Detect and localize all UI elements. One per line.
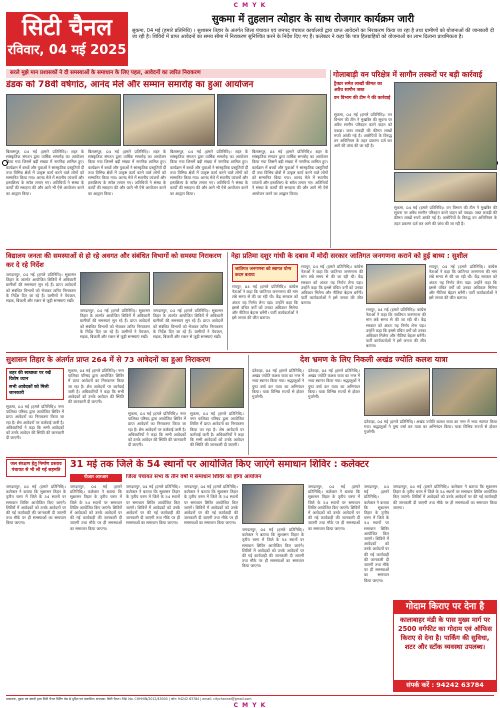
story3-text-col1: जगदलपुर, 04 मई (हमारे प्रतिनिधि)। सुशासन तिहार के अंतर्गत आयोजित शिविरों में अधिकारी ग्रामीणों की समस्याएं सुन रहे हैं। प्राप्त आवेदनों को संबंधित विभागों को भेजकर त्वरित निराकरण के निर्देश दिए जा रहे हैं। ग्रामीणों ने पेयजल, सड़क, बिजली और राशन से जुड़ी समस्याएं रखीं। xyxy=(6,272,76,304)
story1-text-col4: बिलासपुर, 04 मई (हमारे प्रतिनिधि)। शहर के सांस्कृतिक संगठन द्वारा वार्षिक समारोह का आयोजन किया गया जिसमें बड़ी संख्या में नागरिक शामिल हुए। कार्यक्रम में बच्चों और युवाओं ने सांस्कृतिक प्रस्तुतियाँ दीं तथा विभिन्न क्षेत्रों में उत्कृष्ट कार्य करने वाले लोगों को सम्मानित किया गया। आनंद मेले में स्थानीय व्यंजनों और हस्तशिल्प के स्टॉल लगाए गए। अतिथियों ने संस्था के कार्यों की सराहना की और आगे भी ऐसे आयोजन करने का आह्वान किया। xyxy=(252,149,328,196)
story5-text-col3: सुकमा, 04 मई (हमारे प्रतिनिधि)। नगर पालिका परिषद द्वारा आयोजित शिविर में प्राप्त आवेदनों का निराकरण किया जा रहा है। शेष आवेदनों पर कार्रवाई जारी है। अधिकारियों ने कहा कि सभी आवेदकों को उनके आवेदन की स्थिति की जानकारी दी जाएगी। xyxy=(128,411,186,448)
story7-text-col5: जगदलपुर, 04 मई (हमारे प्रतिनिधि)। कलेक्टर ने बताया कि सुशासन तिहार के तृतीय चरण में जिले के 54 स्थानों पर समाधान शिविर आयोजित किए जाएंगे। शिविरों में आवेदकों को उनके आवेदनों पर की गई कार्यवाही की जानकारी दी जाएगी तथा मौके पर ही समस्याओं का समाधान किया जाएगा। xyxy=(308,484,360,531)
story5-headline: सुशासन तिहार के अंतर्गत प्राप्त 264 में से 73 आवेदनों का हुआ निराकरण xyxy=(6,355,211,364)
section-rule-3 xyxy=(6,457,497,458)
story1-headline: डंडक को 78वीं वर्षगांठ, आनंद मेले और सम्मान समारोह का हुआ आयोजन xyxy=(6,80,254,90)
story6-text-col3: दंतेवाड़ा, 04 मई (हमारे प्रतिनिधि)। अखंड ज्योति कलश यात्रा का नगर में भव्य स्वागत किया गया। श्रद्धालुओं ने पुष्प वर्षा कर यात्रा का अभिनंदन किया। यात्रा विभिन्न राज्यों से होकर गुजरेगी। xyxy=(364,419,497,435)
story1-text-col3: बिलासपुर, 04 मई (हमारे प्रतिनिधि)। शहर के सांस्कृतिक संगठन द्वारा वार्षिक समारोह का आयोजन किया गया जिसमें बड़ी संख्या में नागरिक शामिल हुए। कार्यक्रम में बच्चों और युवाओं ने सांस्कृतिक प्रस्तुतियाँ दीं तथा विभिन्न क्षेत्रों में उत्कृष्ट कार्य करने वाले लोगों को सम्मानित किया गया। आनंद मेले में स्थानीय व्यंजनों और हस्तशिल्प के स्टॉल लगाए गए। अतिथियों ने संस्था के कार्यों की सराहना की और आगे भी ऐसे आयोजन करने का आह्वान किया। xyxy=(170,149,248,196)
divider xyxy=(330,70,331,248)
masthead xyxy=(6,12,128,66)
story4-text-col2: रायपुर, 04 मई (हमारे प्रतिनिधि)। कांग्रेस नेताओं ने कहा कि जातिगत जनगणना की मांग लंबे समय से की जा रही थी। केंद्र सरकार को अंततः यह निर्णय लेना पड़ा। उन्होंने कहा कि इससे वंचित वर्गों को उनका अधिकार मिलेगा और नीतियां बेहतर बनेंगी। पार्टी कार्यकर्ताओं ने इसे जनता की जीत बताया। xyxy=(301,264,363,306)
story5-text-col1: सुकमा, 04 मई (हमारे प्रतिनिधि)। नगर पालिका परिषद द्वारा आयोजित शिविर में प्राप्त आवेदनों का निराकरण किया जा रहा है। शेष आवेदनों पर कार्रवाई जारी है। अधिकारियों ने कहा कि सभी आवेदकों को उनके आवेदन की स्थिति की जानकारी दी जाएगी। xyxy=(6,404,64,441)
story7-badge: पीआर आरआर xyxy=(70,474,122,482)
story2-bullet-1: ट्रैक्टर समेत लाखों कीमत का अवैध सागौन जब्त xyxy=(334,82,382,93)
story7-photo xyxy=(242,484,304,524)
section-rule-2 xyxy=(6,352,497,353)
story7-side-head: जल संरक्षण हेतु निर्माण प्रस्ताव पंचायत से भी ली गई सहमति xyxy=(6,459,66,477)
story7-text-col6: जगदलपुर, 04 मई (हमारे प्रतिनिधि)। कलेक्टर ने बताया कि सुशासन तिहार के तृतीय चरण में जिले के 54 स्थानों पर समाधान शिविर आयोजित किए जाएंगे। शिविरों में आवेदकों को उनके आवेदनों पर की गई कार्यवाही की जानकारी दी जाएगी तथा मौके पर ही समस्याओं का समाधान किया जाएगा। xyxy=(364,484,389,583)
ad-contact: संपर्क करें : 94242 63784 xyxy=(394,680,496,691)
story1-photo-2 xyxy=(123,94,215,146)
cmyk-strip-top: C M Y K xyxy=(233,2,267,9)
imprint-footer: प्रकाशक, मुद्रक एवं स्वामी द्वारा सिटी चैनल प्रिंटिंग प्रेस से मुद्रित एवं प्रकाशित। संपादक: सिटी चैनल। RNI No. CHHHIN/2012/45000 | फोन: 94242 63784 | email: citychannel@gmail.com xyxy=(6,695,494,701)
godown-rent-ad xyxy=(393,600,497,692)
masthead-date: रविवार, 04 मई 2025 xyxy=(7,43,127,58)
story3-photo-2 xyxy=(153,272,223,305)
story5-text-col4: सुकमा, 04 मई (हमारे प्रतिनिधि)। नगर पालिका परिषद द्वारा आयोजित शिविर में प्राप्त आवेदनों का निराकरण किया जा रहा है। शेष आवेदनों पर कार्रवाई जारी है। अधिकारियों ने कहा कि सभी आवेदकों को उनके आवेदन की स्थिति की जानकारी दी जाएगी। xyxy=(190,411,244,448)
story3-text-col2: जगदलपुर, 04 मई (हमारे प्रतिनिधि)। सुशासन तिहार के अंतर्गत आयोजित शिविरों में अधिकारी ग्रामीणों की समस्याएं सुन रहे हैं। प्राप्त आवेदनों को संबंधित विभागों को भेजकर त्वरित निराकरण के निर्देश दिए जा रहे हैं। ग्रामीणों ने पेयजल, सड़क, बिजली और राशन से जुड़ी समस्याएं रखीं। xyxy=(80,308,150,340)
story5-text-col2: सुकमा, 04 मई (हमारे प्रतिनिधि)। नगर पालिका परिषद द्वारा आयोजित शिविर में प्राप्त आवेदनों का निराकरण किया जा रहा है। शेष आवेदनों पर कार्रवाई जारी है। अधिकारियों ने कहा कि सभी आवेदकों को उनके आवेदन की स्थिति की जानकारी दी जाएगी। xyxy=(68,368,124,405)
story4-headline: नेहा प्रतिमा दशुर गांधी के दबाव में मोदी सरकार जातिगत जनगणना कराने को हुई बाध्य : सुशील xyxy=(231,252,468,260)
story6-photo-1 xyxy=(364,368,430,416)
story7-text-col4: जगदलपुर, 04 मई (हमारे प्रतिनिधि)। कलेक्टर ने बताया कि सुशासन तिहार के तृतीय चरण में जिले के 54 स्थानों पर समाधान शिविर आयोजित किए जाएंगे। शिविरों में आवेदकों को उनके आवेदनों पर की गई कार्यवाही की जानकारी दी जाएगी तथा मौके पर ही समस्याओं का समाधान किया जाएगा। xyxy=(242,527,304,569)
section-rule-1 xyxy=(6,249,497,250)
lead-headline: सुकमा में तुहलान त्योहार के साथ रोजगार कार्यक्रम जारी xyxy=(211,14,415,25)
story1-text-col2: बिलासपुर, 04 मई (हमारे प्रतिनिधि)। शहर के सांस्कृतिक संगठन द्वारा वार्षिक समारोह का आयोजन किया गया जिसमें बड़ी संख्या में नागरिक शामिल हुए। कार्यक्रम में बच्चों और युवाओं ने सांस्कृतिक प्रस्तुतियाँ दीं तथा विभिन्न क्षेत्रों में उत्कृष्ट कार्य करने वाले लोगों को सम्मानित किया गया। आनंद मेले में स्थानीय व्यंजनों और हस्तशिल्प के स्टॉल लगाए गए। अतिथियों ने संस्था के कार्यों की सराहना की और आगे भी ऐसे आयोजन करने का आह्वान किया। xyxy=(88,149,166,196)
story3-text-col3: जगदलपुर, 04 मई (हमारे प्रतिनिधि)। सुशासन तिहार के अंतर्गत आयोजित शिविरों में अधिकारी ग्रामीणों की समस्याएं सुन रहे हैं। प्राप्त आवेदनों को संबंधित विभागों को भेजकर त्वरित निराकरण के निर्देश दिए जा रहे हैं। ग्रामीणों ने पेयजल, सड़क, बिजली और राशन से जुड़ी समस्याएं रखीं। xyxy=(153,308,223,340)
story3-headline: विद्यालय जनता की समस्याओं से हो रहे अवगत और संबंधित विभागों को समस्या निराकरण कर दे रहे निर्देश xyxy=(6,252,222,269)
story2-headline: गोलाबाड़ी वन परिक्षेत्र में सागौन तस्करों पर बड़ी कार्रवाई xyxy=(333,70,483,79)
masthead-title: सिटी चैनल xyxy=(21,14,113,41)
story5-photo-2 xyxy=(190,368,244,408)
story2-bullets xyxy=(334,82,392,102)
story4-text-col1: रायपुर, 04 मई (हमारे प्रतिनिधि)। कांग्रेस नेताओं ने कहा कि जातिगत जनगणना की मांग लंबे समय से की जा रही थी। केंद्र सरकार को अंततः यह निर्णय लेना पड़ा। उन्होंने कहा कि इससे वंचित वर्गों को उनका अधिकार मिलेगा और नीतियां बेहतर बनेंगी। पार्टी कार्यकर्ताओं ने इसे जनता की जीत बताया। xyxy=(232,284,298,321)
story1-photo-1 xyxy=(6,94,121,146)
divider xyxy=(248,355,249,455)
story4-photo xyxy=(366,264,426,304)
ad-text: कालाबाहर मंडी के पास मुख्य मार्ग पर 2500 वर्गफीट का गोदाम एवं ऑफिस किराए से देना है। पार्किंग की सुविधा, शटर और स्टॉक व्यवस्था उपलब्ध। xyxy=(398,616,492,651)
story5-bullet-2: सभी आवेदकों को मिली जानकारी xyxy=(9,385,49,396)
story2-photo-1 xyxy=(394,82,497,170)
story6-text-col1: दंतेवाड़ा, 04 मई (हमारे प्रतिनिधि)। अखंड ज्योति कलश यात्रा का नगर में भव्य स्वागत किया गया। श्रद्धालुओं ने पुष्प वर्षा कर यात्रा का अभिनंदन किया। यात्रा विभिन्न राज्यों से होकर गुजरेगी। xyxy=(252,368,304,400)
story4-text-col3: रायपुर, 04 मई (हमारे प्रतिनिधि)। कांग्रेस नेताओं ने कहा कि जातिगत जनगणना की मांग लंबे समय से की जा रही थी। केंद्र सरकार को अंततः यह निर्णय लेना पड़ा। उन्होंने कहा कि इससे वंचित वर्गों को उनका अधिकार मिलेगा और नीतियां बेहतर बनेंगी। पार्टी कार्यकर्ताओं ने इसे जनता की जीत बताया। xyxy=(366,307,426,349)
story4-badge: जातिगत जनगणना को स्वागत योग्य कदम बताया xyxy=(232,264,298,282)
story5-photo-1 xyxy=(128,368,186,408)
story1-text-col1: बिलासपुर, 04 मई (हमारे प्रतिनिधि)। शहर के सांस्कृतिक संगठन द्वारा वार्षिक समारोह का आयोजन किया गया जिसमें बड़ी संख्या में नागरिक शामिल हुए। कार्यक्रम में बच्चों और युवाओं ने सांस्कृतिक प्रस्तुतियाँ दीं तथा विभिन्न क्षेत्रों में उत्कृष्ट कार्य करने वाले लोगों को सम्मानित किया गया। आनंद मेले में स्थानीय व्यंजनों और हस्तशिल्प के स्टॉल लगाए गए। अतिथियों ने संस्था के कार्यों की सराहना की और आगे भी ऐसे आयोजन करने का आह्वान किया। xyxy=(6,149,84,196)
lead-text: सुकमा, 04 मई (हमारे प्रतिनिधि) । सुशासन तिहार के अंतर्गत जिला पंचायत एवं जनपद पंचायत कार्यालयों द्वारा प्राप्त आवेदनों का निराकरण किया जा रहा है तथा ग्रामीणों को योजनाओं की जानकारी दी जा रही है। शिविरों में प्राप्त आवेदनों का समय सीमा में निराकरण सुनिश्चित करने के निर्देश दिए गए हैं। कलेक्टर ने कहा कि पात्र हितग्राहियों को योजनाओं का लाभ दिलाना प्राथमिकता है। xyxy=(132,28,494,40)
story5-bullets xyxy=(6,368,64,400)
story7-text-col2: जगदलपुर, 04 मई (हमारे प्रतिनिधि)। कलेक्टर ने बताया कि सुशासन तिहार के तृतीय चरण में जिले के 54 स्थानों पर समाधान शिविर आयोजित किए जाएंगे। शिविरों में आवेदकों को उनके आवेदनों पर की गई कार्यवाही की जानकारी दी जाएगी तथा मौके पर ही समस्याओं का समाधान किया जाएगा। xyxy=(126,484,180,526)
divider xyxy=(227,252,228,350)
story7-headline: 31 मई तक जिले के 54 स्थानों पर आयोजित किए जाएंगे समाधान शिविर : कलेक्टर xyxy=(70,459,369,470)
story7-text-col7: जगदलपुर, 04 मई (हमारे प्रतिनिधि)। कलेक्टर ने बताया कि सुशासन तिहार के तृतीय चरण में जिले के 54 स्थानों पर समाधान शिविर आयोजित किए जाएंगे। शिविरों में आवेदकों को उनके आवेदनों पर की गई कार्यवाही की जानकारी दी जाएगी तथा मौके पर ही समस्याओं का समाधान किया जाएगा। xyxy=(393,484,497,510)
story3-photo-1 xyxy=(80,272,150,305)
story6-text-col2: दंतेवाड़ा, 04 मई (हमारे प्रतिनिधि)। अखंड ज्योति कलश यात्रा का नगर में भव्य स्वागत किया गया। श्रद्धालुओं ने पुष्प वर्षा कर यात्रा का अभिनंदन किया। यात्रा विभिन्न राज्यों से होकर गुजरेगी। xyxy=(308,368,360,400)
story2-text-col2: सुकमा, 04 मई (हमारे प्रतिनिधि)। वन विभाग की टीम ने मुखबिर की सूचना पर अवैध सागौन परिवहन करते वाहन को पकड़ा। जब्त लकड़ी की कीमत लाखों रुपये आंकी गई है। आरोपियों के विरुद्ध वन अधिनियम के तहत प्रकरण दर्ज कर आगे की जांच की जा रही है। xyxy=(394,205,497,226)
story7-subhead: जिला पंचायत सभा के तीन वर्षों में समाधान शिविर का होगा आयोजन xyxy=(126,474,262,480)
story6-headline: देश भ्रमण के लिए निकली अखंड ज्योति कलश यात्रा xyxy=(300,355,448,364)
ad-title: गोदाम किराए पर देना है xyxy=(394,601,496,614)
story7-text-col1: जगदलपुर, 04 मई (हमारे प्रतिनिधि)। कलेक्टर ने बताया कि सुशासन तिहार के तृतीय चरण में जिले के 54 स्थानों पर समाधान शिविर आयोजित किए जाएंगे। शिविरों में आवेदकों को उनके आवेदनों पर की गई कार्यवाही की जानकारी दी जाएगी तथा मौके पर ही समस्याओं का समाधान किया जाएगा। xyxy=(70,484,122,531)
story2-bullet-2: वन विभाग की टीम ने की कार्रवाई xyxy=(334,96,391,101)
story1-photo-3 xyxy=(217,94,327,146)
story2-text-col1: सुकमा, 04 मई (हमारे प्रतिनिधि)। वन विभाग की टीम ने मुखबिर की सूचना पर अवैध सागौन परिवहन करते वाहन को पकड़ा। जब्त लकड़ी की कीमत लाखों रुपये आंकी गई है। आरोपियों के विरुद्ध वन अधिनियम के तहत प्रकरण दर्ज कर आगे की जांच की जा रही है। xyxy=(334,112,392,149)
story7-side-text: जगदलपुर, 04 मई (हमारे प्रतिनिधि)। कलेक्टर ने बताया कि सुशासन तिहार के तृतीय चरण में जिले के 54 स्थानों पर समाधान शिविर आयोजित किए जाएंगे। शिविरों में आवेदकों को उनके आवेदनों पर की गई कार्यवाही की जानकारी दी जाएगी तथा मौके पर ही समस्याओं का समाधान किया जाएगा। xyxy=(6,484,66,526)
lead-story xyxy=(132,14,494,40)
story7-text-col3: जगदलपुर, 04 मई (हमारे प्रतिनिधि)। कलेक्टर ने बताया कि सुशासन तिहार के तृतीय चरण में जिले के 54 स्थानों पर समाधान शिविर आयोजित किए जाएंगे। शिविरों में आवेदकों को उनके आवेदनों पर की गई कार्यवाही की जानकारी दी जाएगी तथा मौके पर ही समस्याओं का समाधान किया जाएगा। xyxy=(184,484,238,526)
story4-text-col4: रायपुर, 04 मई (हमारे प्रतिनिधि)। कांग्रेस नेताओं ने कहा कि जातिगत जनगणना की मांग लंबे समय से की जा रही थी। केंद्र सरकार को अंततः यह निर्णय लेना पड़ा। उन्होंने कहा कि इससे वंचित वर्गों को उनका अधिकार मिलेगा और नीतियां बेहतर बनेंगी। पार्टी कार्यकर्ताओं ने इसे जनता की जीत बताया। xyxy=(429,264,497,301)
story6-photo-2 xyxy=(432,368,497,416)
cmyk-strip-bottom: C M Y K xyxy=(233,702,267,708)
story5-bullet-1: शहर की स्वच्छता पर रखें विशेष ध्यान xyxy=(9,371,51,382)
top-ribbon: सरले मुझे मान प्रशासकों ने दी समस्याओं के समाधान के लिए पहल, आवेदनों का त्वरित निराकरण xyxy=(6,69,326,78)
story2-photo-2 xyxy=(394,172,497,202)
